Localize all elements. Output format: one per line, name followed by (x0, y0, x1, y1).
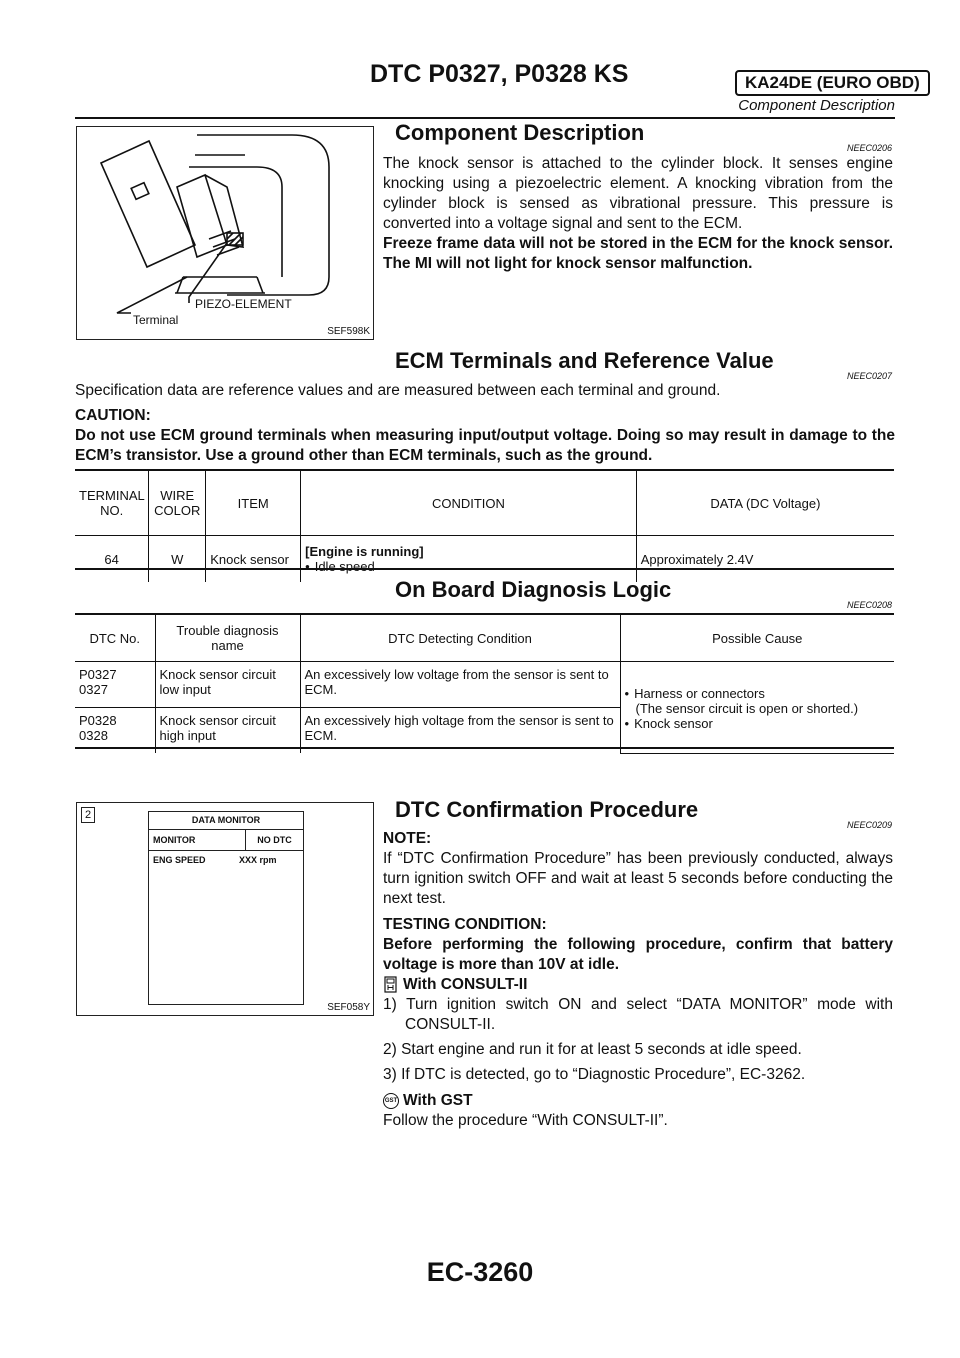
table-row (75, 662, 894, 708)
gst-heading (383, 1091, 893, 1111)
condition-idle-speed: • Idle speed (305, 559, 632, 574)
section-code: NEEC0206 (846, 143, 892, 153)
obd-logic-title: On Board Diagnosis Logic (395, 577, 672, 602)
col-wire-color: WIRE COLOR (149, 471, 206, 536)
step-2: 2) Start engine and run it for at least 5 seconds at idle speed. (383, 1041, 802, 1058)
component-description-title: Component Description (395, 120, 645, 145)
cell-condition: An excessively high voltage from the sensor is sent to ECM. (300, 708, 620, 754)
screen-column-header (149, 830, 303, 851)
section-code: NEEC0208 (846, 600, 892, 610)
col-item: ITEM (206, 471, 301, 536)
dtc-code: P0328 (79, 713, 117, 728)
page-number: EC-3260 (426, 1257, 534, 1287)
condition-engine-running: [Engine is running] (305, 544, 424, 559)
screen-col-nodtc: NO DTC (257, 835, 292, 845)
screen-col-monitor: MONITOR (149, 830, 246, 850)
caution-label: CAUTION: (75, 407, 151, 424)
page-header-subtitle: Component Description (738, 97, 895, 114)
dtc-confirmation-body (383, 829, 893, 1131)
freeze-frame-note: Freeze frame data will not be stored in the ECM for the knock sensor. The MI will not light for knock sensor malfunction. (383, 235, 893, 272)
figure-corner-number: 2 (81, 807, 95, 823)
section-code: NEEC0209 (846, 820, 892, 830)
col-data: DATA (DC Voltage) (636, 471, 894, 536)
label-piezo-element: PIEZO-ELEMENT (195, 297, 292, 311)
description-body: The knock sensor is attached to the cylinder block. It senses engine knocking using a piezoelectric element. A knocking vibration from the cylinder block is sensed as vibrational pressure. This pressure is converted into a voltage signal and sent to the ECM. (383, 155, 893, 232)
figure-id: SEF058Y (327, 1002, 370, 1013)
label-terminal: Terminal (133, 313, 179, 327)
ecm-terminals-title: ECM Terminals and Reference Value (395, 348, 774, 373)
step-1: 1) Turn ignition switch ON and select “DATA MONITOR” mode with CONSULT-II. (383, 996, 893, 1033)
consult-screen-figure (76, 802, 374, 1016)
cell-name: Knock sensor circuit high input (155, 708, 300, 754)
dtc-code-short: 0328 (79, 728, 108, 743)
table-bottom-rule (75, 568, 894, 570)
ecm-spec-text: Specification data are reference values and are measured between each terminal and ground. (75, 382, 721, 399)
cell-condition: An excessively low voltage from the sensor is sent to ECM. (300, 662, 620, 708)
screen-title: DATA MONITOR (149, 812, 303, 830)
note-text: If “DTC Confirmation Procedure” has been previously conducted, always turn ignition switch OFF and wait at least 5 seconds before conducting the next test. (383, 850, 893, 907)
section-code: NEEC0207 (846, 371, 892, 381)
table-bottom-rule (75, 747, 894, 749)
table-row (75, 536, 894, 583)
screen-row-value: XXX rpm (239, 855, 277, 865)
step-3: 3) If DTC is detected, go to “Diagnostic Procedure”, EC-3262. (383, 1066, 806, 1083)
cause-harness-note: (The sensor circuit is open or shorted.) (635, 701, 859, 717)
cell-name: Knock sensor circuit low input (155, 662, 300, 708)
testing-label: TESTING CONDITION: (383, 916, 547, 933)
screen-row (149, 851, 303, 869)
dtc-confirmation-title: DTC Confirmation Procedure (395, 797, 699, 822)
gst-icon-text: GST (384, 1098, 398, 1104)
cell-data: Approximately 2.4V (636, 536, 894, 583)
col-terminal-no: TERMINAL NO. (75, 471, 149, 536)
header-rule (75, 117, 895, 119)
caution-text: Do not use ECM ground terminals when measuring input/output voltage. Doing so may result in damage to the ECM’s transistor. Use a ground other than ECM terminals, such as the ground. (75, 427, 895, 464)
cell-condition (301, 536, 637, 583)
knock-sensor-figure (76, 126, 374, 340)
gst-label: With GST (403, 1092, 473, 1109)
consult-icon (383, 976, 399, 994)
gst-icon (383, 1093, 399, 1109)
dtc-code-short: 0327 (79, 682, 108, 697)
consult-label: With CONSULT-II (403, 976, 528, 993)
consult-heading (383, 975, 893, 995)
page-header-title: DTC P0327, P0328 KS (370, 60, 629, 88)
cause-knock-sensor: • Knock sensor (625, 716, 891, 731)
figure-id: SEF598K (327, 326, 370, 337)
col-possible-cause: Possible Cause (620, 615, 894, 662)
cell-possible-cause (620, 662, 894, 754)
component-description-text (383, 154, 893, 274)
engine-badge: KA24DE (EURO OBD) (735, 70, 930, 96)
ecm-terminal-table (75, 471, 894, 582)
note-label: NOTE: (383, 830, 432, 847)
col-condition: CONDITION (301, 471, 637, 536)
col-detecting-condition: DTC Detecting Condition (300, 615, 620, 662)
col-trouble-name: Trouble diagnosis name (155, 615, 300, 662)
cell-terminal: 64 (104, 551, 119, 567)
testing-text: Before performing the following procedure, confirm that battery voltage is more than 10V at idle. (383, 936, 893, 973)
obd-logic-table (75, 615, 894, 754)
cause-harness: • Harness or connectors (625, 686, 891, 701)
gst-text: Follow the procedure “With CONSULT-II”. (383, 1112, 668, 1129)
dtc-code: P0327 (79, 667, 117, 682)
data-monitor-screen (148, 811, 304, 1005)
screen-row-label: ENG SPEED (153, 855, 206, 865)
cell-dtc (75, 662, 155, 708)
cell-wire: W (149, 536, 206, 583)
col-dtc-no: DTC No. (75, 615, 155, 662)
cell-item: Knock sensor (206, 536, 301, 583)
